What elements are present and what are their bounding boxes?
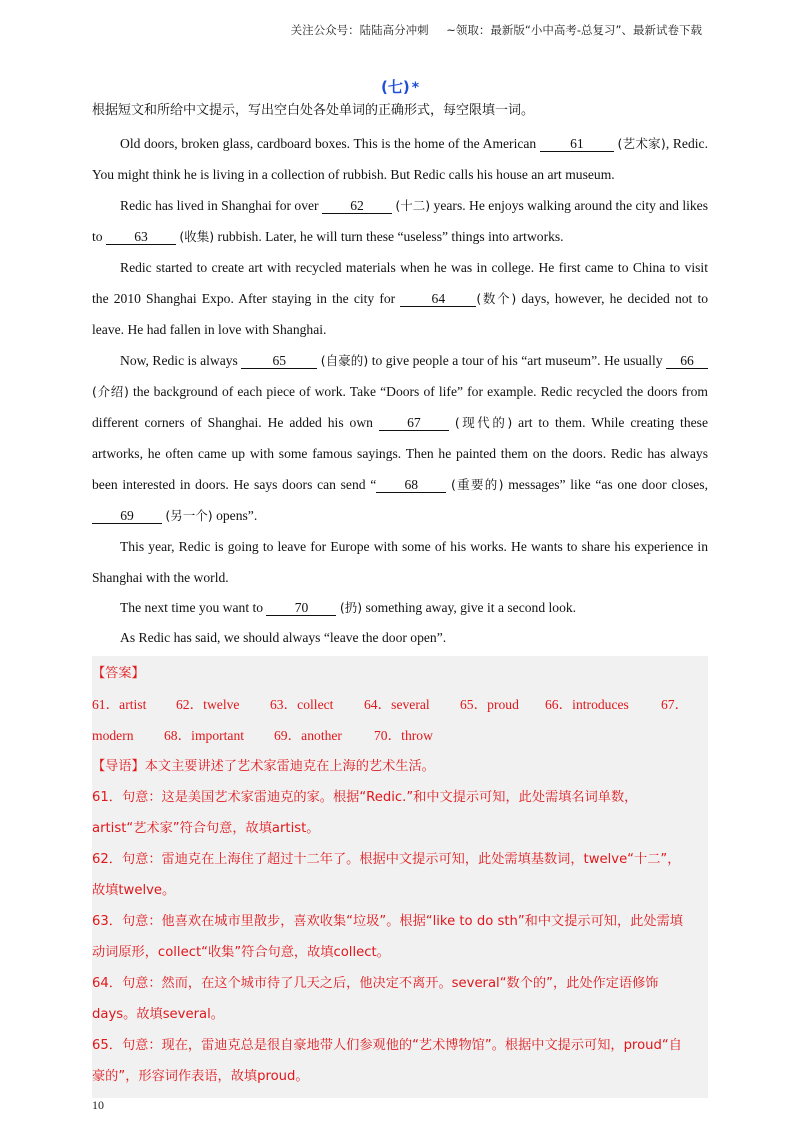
- answer-item: 67．: [661, 697, 689, 712]
- paragraph-6: [92, 593, 708, 623]
- explanation-line: 63．句意：他喜欢在城市里散步，喜欢收集“垃圾”。根据“like to do sth”和中文提示可知，此处需填: [92, 914, 683, 929]
- blank-65: 65: [241, 354, 317, 369]
- answer-item: 61．artist: [92, 697, 147, 712]
- answer-row-2: [92, 720, 708, 751]
- text: the background of each piece of work. Take “Doors of life” for example. Redic recycled the doors from different corners of Shanghai. He added his own: [92, 384, 709, 430]
- blank-69: 69: [92, 509, 162, 524]
- text: to give people a tour of his “art museum”. He usually: [368, 353, 667, 368]
- explanation-line: 64．句意：然而，在这个城市待了几天之后，他决定不离开。several“数个的”，此处作定语修饰: [92, 976, 659, 991]
- text: , Redic. You might think he is living in a collection of rubbish. But Redic calls his house an art museum.: [92, 136, 708, 182]
- paragraph-5: This year, Redic is going to leave for Europe with some of his works. He wants to share his experience in Shanghai with the world.: [92, 539, 708, 585]
- blank-61: 61: [540, 137, 614, 152]
- text: rubbish. Later, he will turn these “useless” things into artworks.: [214, 229, 564, 244]
- hint-63: (收集): [179, 229, 215, 244]
- answer-item: 68．important: [164, 728, 245, 743]
- hint-66: (介绍): [92, 384, 129, 399]
- answer-item: 69．another: [274, 728, 342, 743]
- section-title: [0, 76, 800, 97]
- blank-63: 63: [106, 230, 176, 245]
- explanation-line: days。故填several。: [92, 1007, 224, 1022]
- answer-item: 70．throw: [374, 728, 433, 743]
- header-right-text: ~领取：最新版“小中高考-总复习”、最新试卷下载: [446, 23, 702, 37]
- hint-70: (扔): [339, 600, 363, 615]
- explanation-line: 65．句意：现在，雷迪克总是很自豪地带人们参观他的“艺术博物馆”。根据中文提示可知，proud“自: [92, 1038, 682, 1053]
- paragraph-4: [92, 345, 708, 531]
- text: art to them. While creating these artworks, he often came up with some famous sayings. Then he painted them on the doors. Redic has always been interested in doors. He says doors can send “: [92, 415, 708, 492]
- text: years. He enjoys walking around the city and likes to: [92, 198, 709, 244]
- blank-66: 66: [666, 354, 708, 369]
- text: The next time you want to: [120, 600, 267, 615]
- answer-item: 64．several: [364, 697, 430, 712]
- text: days, however, he decided not to leave. He had fallen in love with Shanghai.: [92, 291, 709, 337]
- instruction: 根据短文和所给中文提示，写出空白处各处单词的正确形式，每空限填一词。: [92, 103, 535, 118]
- blank-70: 70: [266, 601, 336, 616]
- text: something away, give it a second look.: [362, 600, 577, 615]
- hint-61: (艺术家): [617, 136, 666, 151]
- explanation-line: 62．句意：雷迪克在上海住了超过十二年了。根据中文提示可知，此处需填基数词，twelve“十二”，: [92, 852, 681, 867]
- main-content: [92, 100, 708, 1098]
- paragraph-2: [92, 190, 708, 252]
- explanation-line: 61．句意：这是美国艺术家雷迪克的家。根据“Redic.”和中文提示可知，此处需填名词单数，: [92, 790, 638, 805]
- hint-67: (现代的): [454, 415, 513, 430]
- paragraph-1: [92, 128, 708, 190]
- hint-69: (另一个): [165, 508, 213, 523]
- section-title-text: (七): [380, 78, 410, 96]
- paragraph-7: As Redic has said, we should always “leave the door open”.: [120, 629, 447, 645]
- answer-item: 63．collect: [270, 697, 334, 712]
- blank-62: 62: [322, 199, 392, 214]
- explanation-line: 豪的”，形容词作表语，故填proud。: [92, 1069, 309, 1084]
- page-header: [0, 22, 800, 38]
- explanation-line: 动词原形，collect“收集”符合句意，故填collect。: [92, 945, 390, 960]
- answer-item: 65．proud: [460, 697, 519, 712]
- page-number: 10: [92, 1098, 104, 1112]
- text: Redic has lived in Shanghai for over: [120, 198, 322, 213]
- hint-62: (十二): [395, 198, 431, 213]
- blank-64: 64: [400, 292, 476, 307]
- text: Redic started to create art with recycled materials when he was in college. He first came to China to visit the 2010 Shanghai Expo. After staying in the city for: [92, 260, 708, 306]
- explanation-line: artist“艺术家”符合句意，故填artist。: [92, 821, 320, 836]
- blank-67: 67: [379, 416, 449, 431]
- paragraph-3: [92, 252, 708, 345]
- text: Now, Redic is always: [120, 353, 242, 368]
- text: messages” like “as one door closes,: [503, 477, 708, 492]
- guide-text: 【导语】本文主要讲述了艺术家雷迪克在上海的艺术生活。: [92, 759, 435, 774]
- text: opens”.: [212, 508, 258, 523]
- answer-section: [92, 656, 708, 1098]
- answer-label: 【答案】: [92, 666, 145, 681]
- star-mark: *: [411, 80, 420, 96]
- answer-item: modern: [92, 728, 134, 743]
- header-left-text: 关注公众号：陆陆高分冲刺: [290, 23, 429, 37]
- hint-65: (自豪的): [320, 353, 369, 368]
- hint-68: (重要的): [451, 477, 504, 492]
- text: Old doors, broken glass, cardboard boxes. This is the home of the American: [120, 136, 540, 151]
- answer-item: 62．twelve: [176, 697, 240, 712]
- blank-68: 68: [376, 478, 446, 493]
- explanation-line: 故填twelve。: [92, 883, 176, 898]
- hint-64: (数个): [476, 291, 517, 306]
- answer-row-1: [92, 689, 708, 720]
- answer-item: 66．introduces: [545, 697, 629, 712]
